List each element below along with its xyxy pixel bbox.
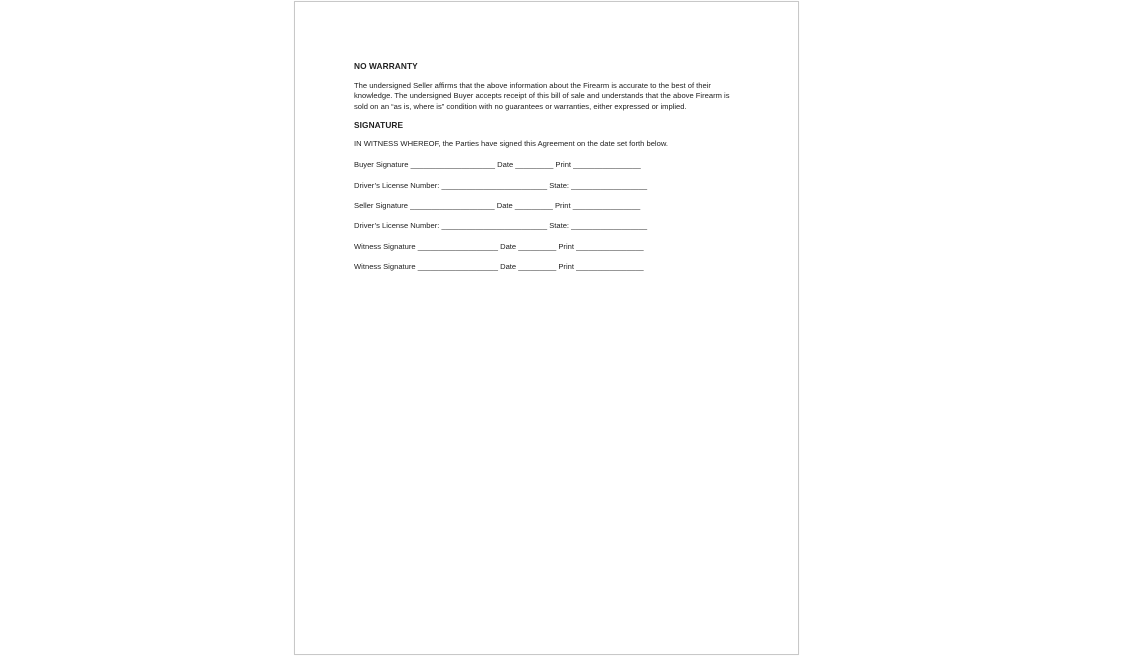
no-warranty-heading: NO WARRANTY bbox=[354, 61, 418, 71]
document-page bbox=[294, 1, 799, 655]
witness-signature-line-2: Witness Signature ___________________ Date _________ Print ________________ bbox=[354, 262, 644, 272]
signature-heading: SIGNATURE bbox=[354, 119, 404, 130]
buyer-license-line: Driver’s License Number: _________________________ State: __________________ bbox=[354, 180, 648, 190]
buyer-signature-line: Buyer Signature ____________________ Date _________ Print ________________ bbox=[354, 160, 641, 170]
seller-license-line: Driver’s License Number: _________________________ State: __________________ bbox=[354, 221, 648, 231]
witness-statement: IN WITNESS WHEREOF, the Parties have signed this Agreement on the date set forth below. bbox=[354, 138, 669, 148]
witness-signature-line-1: Witness Signature ___________________ Date _________ Print ________________ bbox=[354, 241, 644, 251]
seller-signature-line: Seller Signature ____________________ Date _________ Print ________________ bbox=[354, 200, 641, 210]
document-content bbox=[354, 60, 744, 273]
no-warranty-paragraph: The undersigned Seller affirms that the above information about the Firearm is accurate to the best of their knowledge. The undersigned Buyer accepts receipt of this bill of sale and understands that the above Firearm is sold on an “as is, where is” condition with no guarantees or warranties, either expressed or implied. bbox=[354, 81, 730, 111]
